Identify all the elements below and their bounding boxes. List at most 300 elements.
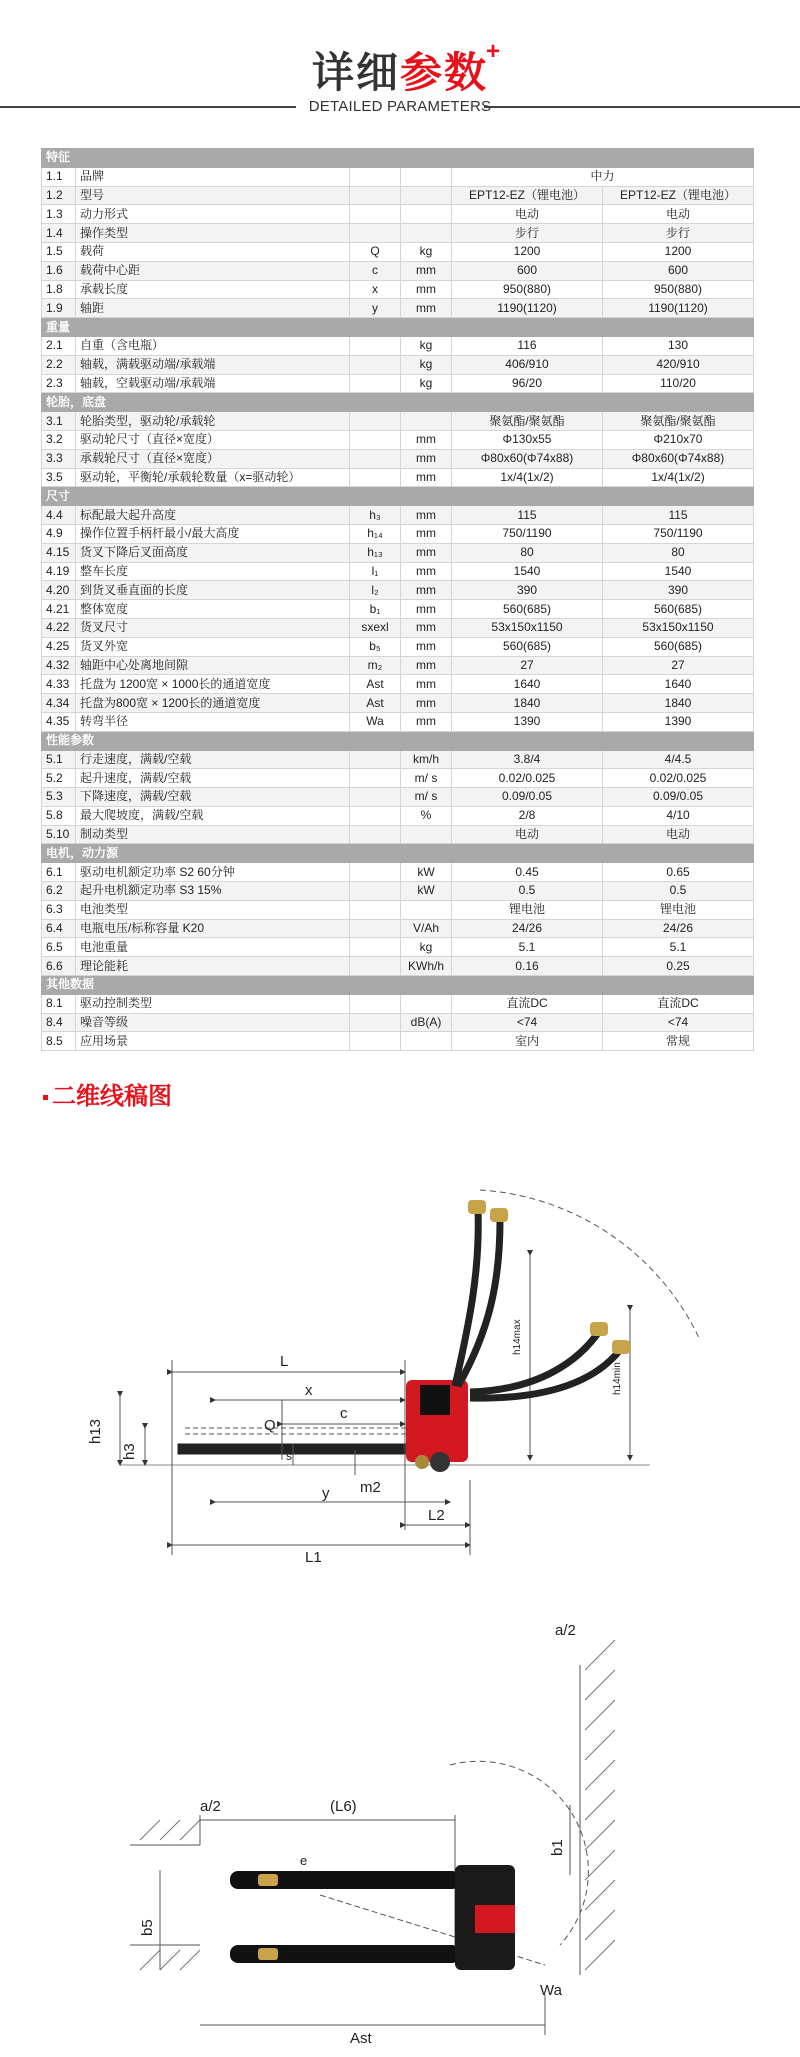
row-number: 3.1	[42, 412, 76, 431]
table-row	[42, 656, 754, 675]
row-value-a: 27	[452, 656, 603, 675]
row-number: 4.34	[42, 694, 76, 713]
table-row	[42, 600, 754, 619]
row-symbol: sxexl	[350, 618, 401, 637]
row-symbol	[350, 900, 401, 919]
row-label: 电瓶电压/标称容量 K20	[76, 919, 350, 938]
row-number: 2.3	[42, 374, 76, 393]
row-unit: mm	[401, 637, 452, 656]
section-header-row	[42, 487, 754, 506]
row-symbol	[350, 938, 401, 957]
row-symbol: m₂	[350, 656, 401, 675]
row-number: 6.1	[42, 863, 76, 882]
row-value-b: 420/910	[603, 355, 754, 374]
table-row	[42, 694, 754, 713]
row-symbol	[350, 412, 401, 431]
drawing-section-label: 二维线稿图	[52, 1082, 172, 1110]
label-a2-left: a/2	[200, 1798, 221, 1815]
table-row	[42, 449, 754, 468]
row-label: 品牌	[76, 167, 350, 186]
row-label: 自重（含电瓶）	[76, 336, 350, 355]
table-row	[42, 355, 754, 374]
row-symbol: Q	[350, 242, 401, 261]
row-number: 3.3	[42, 449, 76, 468]
row-label: 起升速度，满载/空载	[76, 769, 350, 788]
row-symbol	[350, 167, 401, 186]
row-number: 4.20	[42, 581, 76, 600]
row-value-a: 750/1190	[452, 524, 603, 543]
row-symbol	[350, 449, 401, 468]
row-number: 4.33	[42, 675, 76, 694]
row-label: 最大爬坡度，满载/空载	[76, 806, 350, 825]
row-value-b: 600	[603, 261, 754, 280]
section-header-row	[42, 844, 754, 863]
row-value-a: 115	[452, 506, 603, 525]
row-value-b: 27	[603, 656, 754, 675]
row-value-b: 53x150x1150	[603, 618, 754, 637]
row-unit: kg	[401, 336, 452, 355]
row-value-b: 1640	[603, 675, 754, 694]
row-number: 4.21	[42, 600, 76, 619]
row-value-b: 直流DC	[603, 994, 754, 1013]
table-row	[42, 882, 754, 901]
row-unit: mm	[401, 543, 452, 562]
row-number: 8.5	[42, 1032, 76, 1051]
row-value-a: 锂电池	[452, 900, 603, 919]
row-symbol: l₂	[350, 581, 401, 600]
table-row	[42, 543, 754, 562]
row-symbol	[350, 336, 401, 355]
section-header: 尺寸	[42, 487, 754, 506]
row-value-a: 950(880)	[452, 280, 603, 299]
row-unit: kW	[401, 882, 452, 901]
page-subtitle: DETAILED PARAMETERS	[308, 98, 492, 115]
row-unit: kW	[401, 863, 452, 882]
row-value-a: 5.1	[452, 938, 603, 957]
row-symbol: x	[350, 280, 401, 299]
row-value-a: 0.5	[452, 882, 603, 901]
row-value-b: 1x/4(1x/2)	[603, 468, 754, 487]
row-value-b: Φ210x70	[603, 430, 754, 449]
table-row	[42, 938, 754, 957]
row-value-b: 1840	[603, 694, 754, 713]
row-label: 到货叉垂直面的长度	[76, 581, 350, 600]
row-number: 4.32	[42, 656, 76, 675]
row-unit: mm	[401, 280, 452, 299]
row-symbol: l₁	[350, 562, 401, 581]
section-header-row	[42, 149, 754, 168]
table-row	[42, 430, 754, 449]
row-number: 1.1	[42, 167, 76, 186]
row-label: 操作位置手柄杆最小/最大高度	[76, 524, 350, 543]
row-unit	[401, 412, 452, 431]
row-label: 托盘为 1200宽 × 1000长的通道宽度	[76, 675, 350, 694]
row-symbol: Wa	[350, 712, 401, 731]
row-value-a: 1840	[452, 694, 603, 713]
row-unit: mm	[401, 694, 452, 713]
section-header-row	[42, 731, 754, 750]
table-row	[42, 750, 754, 769]
row-symbol: h₁₃	[350, 543, 401, 562]
row-symbol	[350, 806, 401, 825]
row-label: 承载轮尺寸（直径×宽度）	[76, 449, 350, 468]
row-value-a: 步行	[452, 224, 603, 243]
table-row	[42, 506, 754, 525]
row-label: 货叉下降后叉面高度	[76, 543, 350, 562]
label-Wa: Wa	[540, 1982, 562, 1999]
row-unit	[401, 994, 452, 1013]
row-label: 应用场景	[76, 1032, 350, 1051]
row-value-b: 560(685)	[603, 637, 754, 656]
row-value-b: 1200	[603, 242, 754, 261]
row-label: 转弯半径	[76, 712, 350, 731]
row-unit: kg	[401, 374, 452, 393]
row-number: 5.3	[42, 788, 76, 807]
row-number: 1.5	[42, 242, 76, 261]
table-row	[42, 224, 754, 243]
row-value-b: 电动	[603, 205, 754, 224]
row-value-b: 950(880)	[603, 280, 754, 299]
row-symbol	[350, 468, 401, 487]
row-unit	[401, 186, 452, 205]
table-row	[42, 675, 754, 694]
row-label: 驱动轮，平衡轮/承载轮数量（x=驱动轮）	[76, 468, 350, 487]
row-value-b: 130	[603, 336, 754, 355]
row-value-b: 0.5	[603, 882, 754, 901]
table-row	[42, 299, 754, 318]
row-value-b: 0.65	[603, 863, 754, 882]
row-number: 3.5	[42, 468, 76, 487]
table-row	[42, 1013, 754, 1032]
label-b5: b5	[139, 1919, 156, 1936]
row-unit	[401, 167, 452, 186]
label-h13: h13	[87, 1418, 104, 1444]
row-value-a: 1x/4(1x/2)	[452, 468, 603, 487]
table-row	[42, 280, 754, 299]
row-symbol	[350, 919, 401, 938]
table-row	[42, 788, 754, 807]
row-label: 载荷	[76, 242, 350, 261]
label-L1: L1	[305, 1549, 322, 1566]
section-header: 电机，动力源	[42, 844, 754, 863]
row-value-b: Φ80x60(Φ74x88)	[603, 449, 754, 468]
row-label: 轴距	[76, 299, 350, 318]
row-label: 起升电机额定功率 S3 15%	[76, 882, 350, 901]
table-row	[42, 581, 754, 600]
row-number: 6.3	[42, 900, 76, 919]
row-value-a: EPT12-EZ（锂电池）	[452, 186, 603, 205]
label-h14max: h14max	[512, 1319, 523, 1355]
row-symbol: b₅	[350, 637, 401, 656]
row-value-a: 1640	[452, 675, 603, 694]
label-Q: Q	[264, 1417, 276, 1434]
row-number: 1.3	[42, 205, 76, 224]
table-row	[42, 637, 754, 656]
plus-mark: +	[486, 38, 501, 65]
row-number: 4.9	[42, 524, 76, 543]
label-x: x	[305, 1382, 313, 1399]
row-value-a: 24/26	[452, 919, 603, 938]
row-label: 整体宽度	[76, 600, 350, 619]
row-value-a: 560(685)	[452, 637, 603, 656]
row-value-b: 0.09/0.05	[603, 788, 754, 807]
row-value-a: 电动	[452, 205, 603, 224]
label-c: c	[340, 1405, 348, 1422]
row-label: 动力形式	[76, 205, 350, 224]
row-symbol: c	[350, 261, 401, 280]
row-value-b: 24/26	[603, 919, 754, 938]
side-view-drawing	[0, 1160, 800, 1580]
row-value-a: 室内	[452, 1032, 603, 1051]
row-number: 4.35	[42, 712, 76, 731]
table-row	[42, 618, 754, 637]
row-value-b: 1390	[603, 712, 754, 731]
row-number: 8.4	[42, 1013, 76, 1032]
row-unit: m/ s	[401, 788, 452, 807]
row-unit: km/h	[401, 750, 452, 769]
row-symbol	[350, 1032, 401, 1051]
row-value-b: 1540	[603, 562, 754, 581]
row-unit: mm	[401, 261, 452, 280]
row-unit: mm	[401, 581, 452, 600]
row-unit: dB(A)	[401, 1013, 452, 1032]
table-row	[42, 919, 754, 938]
table-row	[42, 769, 754, 788]
row-value-a: 96/20	[452, 374, 603, 393]
table-row	[42, 412, 754, 431]
row-symbol	[350, 355, 401, 374]
row-value-b: 电动	[603, 825, 754, 844]
row-symbol	[350, 186, 401, 205]
label-h3: h3	[121, 1443, 138, 1460]
row-label: 承载长度	[76, 280, 350, 299]
row-number: 2.1	[42, 336, 76, 355]
row-symbol: h₁₄	[350, 524, 401, 543]
row-value-b: 4/10	[603, 806, 754, 825]
row-value-a: 直流DC	[452, 994, 603, 1013]
row-symbol	[350, 205, 401, 224]
row-value-b: 115	[603, 506, 754, 525]
row-value-b: 常规	[603, 1032, 754, 1051]
row-number: 8.1	[42, 994, 76, 1013]
row-symbol: h₃	[350, 506, 401, 525]
table-row	[42, 562, 754, 581]
row-number: 5.10	[42, 825, 76, 844]
label-Ast: Ast	[350, 2030, 372, 2047]
row-value-b: 步行	[603, 224, 754, 243]
row-value-a: 560(685)	[452, 600, 603, 619]
row-unit: mm	[401, 524, 452, 543]
row-symbol: y	[350, 299, 401, 318]
bullet-icon	[43, 1095, 48, 1100]
row-unit: V/Ah	[401, 919, 452, 938]
row-value-b: 0.02/0.025	[603, 769, 754, 788]
table-row	[42, 374, 754, 393]
row-label: 整车长度	[76, 562, 350, 581]
row-value-a: 1200	[452, 242, 603, 261]
table-row	[42, 242, 754, 261]
section-header-row	[42, 393, 754, 412]
row-number: 5.1	[42, 750, 76, 769]
table-row	[42, 167, 754, 186]
label-m2: m2	[360, 1479, 381, 1496]
row-value-a: 0.09/0.05	[452, 788, 603, 807]
row-label: 货叉外宽	[76, 637, 350, 656]
table-row	[42, 524, 754, 543]
row-value-a: 0.16	[452, 957, 603, 976]
row-unit: mm	[401, 618, 452, 637]
label-a2-right: a/2	[555, 1622, 576, 1639]
row-unit: kg	[401, 242, 452, 261]
row-unit: mm	[401, 299, 452, 318]
row-value-b: <74	[603, 1013, 754, 1032]
row-symbol	[350, 224, 401, 243]
row-value-b: 1190(1120)	[603, 299, 754, 318]
row-value-a: 聚氨酯/聚氨酯	[452, 412, 603, 431]
row-value-a: 2/8	[452, 806, 603, 825]
row-unit: mm	[401, 430, 452, 449]
row-unit: mm	[401, 656, 452, 675]
row-number: 6.2	[42, 882, 76, 901]
row-label: 轴距中心处离地间隙	[76, 656, 350, 675]
label-L2: L2	[428, 1507, 445, 1524]
table-row	[42, 205, 754, 224]
row-label: 驱动轮尺寸（直径×宽度）	[76, 430, 350, 449]
row-number: 6.4	[42, 919, 76, 938]
row-label: 行走速度，满载/空载	[76, 750, 350, 769]
row-label: 理论能耗	[76, 957, 350, 976]
row-symbol: b₁	[350, 600, 401, 619]
section-header: 轮胎，底盘	[42, 393, 754, 412]
row-value-a: 406/910	[452, 355, 603, 374]
section-header: 特征	[42, 149, 754, 168]
row-number: 2.2	[42, 355, 76, 374]
row-symbol	[350, 769, 401, 788]
row-value-b: EPT12-EZ（锂电池）	[603, 186, 754, 205]
label-L6: (L6)	[330, 1798, 357, 1815]
row-value-a: 0.02/0.025	[452, 769, 603, 788]
label-y: y	[322, 1485, 330, 1502]
row-number: 6.6	[42, 957, 76, 976]
row-unit: mm	[401, 712, 452, 731]
row-number: 4.15	[42, 543, 76, 562]
row-value-b: 750/1190	[603, 524, 754, 543]
row-number: 6.5	[42, 938, 76, 957]
table-row	[42, 712, 754, 731]
page-title	[0, 40, 800, 100]
label-h14min: h14min	[612, 1362, 623, 1395]
row-label: 标配最大起升高度	[76, 506, 350, 525]
row-value-a: 0.45	[452, 863, 603, 882]
row-symbol	[350, 994, 401, 1013]
row-unit: mm	[401, 449, 452, 468]
row-label: 操作类型	[76, 224, 350, 243]
row-number: 1.6	[42, 261, 76, 280]
row-value-b: 110/20	[603, 374, 754, 393]
page-title-part1: 详细	[311, 48, 400, 97]
row-value-b: 锂电池	[603, 900, 754, 919]
row-label: 噪音等级	[76, 1013, 350, 1032]
row-unit: kg	[401, 355, 452, 374]
label-e: e	[300, 1853, 308, 1868]
row-label: 轴载，满载驱动端/承载端	[76, 355, 350, 374]
row-value-b: 560(685)	[603, 600, 754, 619]
row-value-a: 3.8/4	[452, 750, 603, 769]
page-header	[0, 0, 800, 135]
row-value-b: 80	[603, 543, 754, 562]
row-label: 制动类型	[76, 825, 350, 844]
row-symbol: Ast	[350, 675, 401, 694]
row-value-a: Φ80x60(Φ74x88)	[452, 449, 603, 468]
table-row	[42, 825, 754, 844]
row-number: 3.2	[42, 430, 76, 449]
row-label: 下降速度，满载/空载	[76, 788, 350, 807]
label-s: s	[286, 1449, 292, 1463]
row-value-a: 53x150x1150	[452, 618, 603, 637]
row-unit	[401, 1032, 452, 1051]
row-number: 4.22	[42, 618, 76, 637]
row-symbol	[350, 750, 401, 769]
row-value-a: 电动	[452, 825, 603, 844]
table-row	[42, 900, 754, 919]
section-header: 重量	[42, 318, 754, 337]
row-value-a: 1390	[452, 712, 603, 731]
row-unit	[401, 205, 452, 224]
row-number: 4.19	[42, 562, 76, 581]
row-number: 1.9	[42, 299, 76, 318]
row-unit: mm	[401, 562, 452, 581]
section-header-row	[42, 976, 754, 995]
row-unit: mm	[401, 600, 452, 619]
row-label: 轮胎类型，驱动轮/承载轮	[76, 412, 350, 431]
section-header: 性能参数	[42, 731, 754, 750]
row-label: 驱动电机额定功率 S2 60分钟	[76, 863, 350, 882]
row-number: 4.25	[42, 637, 76, 656]
row-label: 驱动控制类型	[76, 994, 350, 1013]
row-value-a: 80	[452, 543, 603, 562]
row-value-b: 0.25	[603, 957, 754, 976]
row-unit: KWh/h	[401, 957, 452, 976]
row-number: 1.8	[42, 280, 76, 299]
row-unit	[401, 900, 452, 919]
fork-arm	[178, 1444, 406, 1454]
drawing-section-title	[43, 1076, 172, 1111]
row-number: 5.2	[42, 769, 76, 788]
row-label: 载荷中心距	[76, 261, 350, 280]
label-L: L	[280, 1353, 289, 1370]
page-title-part2: 参数	[400, 48, 489, 97]
row-value-a: 1190(1120)	[452, 299, 603, 318]
row-symbol: Ast	[350, 694, 401, 713]
row-unit: mm	[401, 506, 452, 525]
row-value-a: 600	[452, 261, 603, 280]
row-label: 电池重量	[76, 938, 350, 957]
table-row	[42, 336, 754, 355]
table-row	[42, 186, 754, 205]
row-value-a: 390	[452, 581, 603, 600]
row-label: 托盘为800宽 × 1200长的通道宽度	[76, 694, 350, 713]
row-label: 型号	[76, 186, 350, 205]
row-value-b: 5.1	[603, 938, 754, 957]
row-value-b: 聚氨酯/聚氨酯	[603, 412, 754, 431]
row-number: 1.4	[42, 224, 76, 243]
table-row	[42, 994, 754, 1013]
row-symbol	[350, 430, 401, 449]
row-symbol	[350, 374, 401, 393]
row-unit: %	[401, 806, 452, 825]
row-value-a: 116	[452, 336, 603, 355]
row-symbol	[350, 825, 401, 844]
